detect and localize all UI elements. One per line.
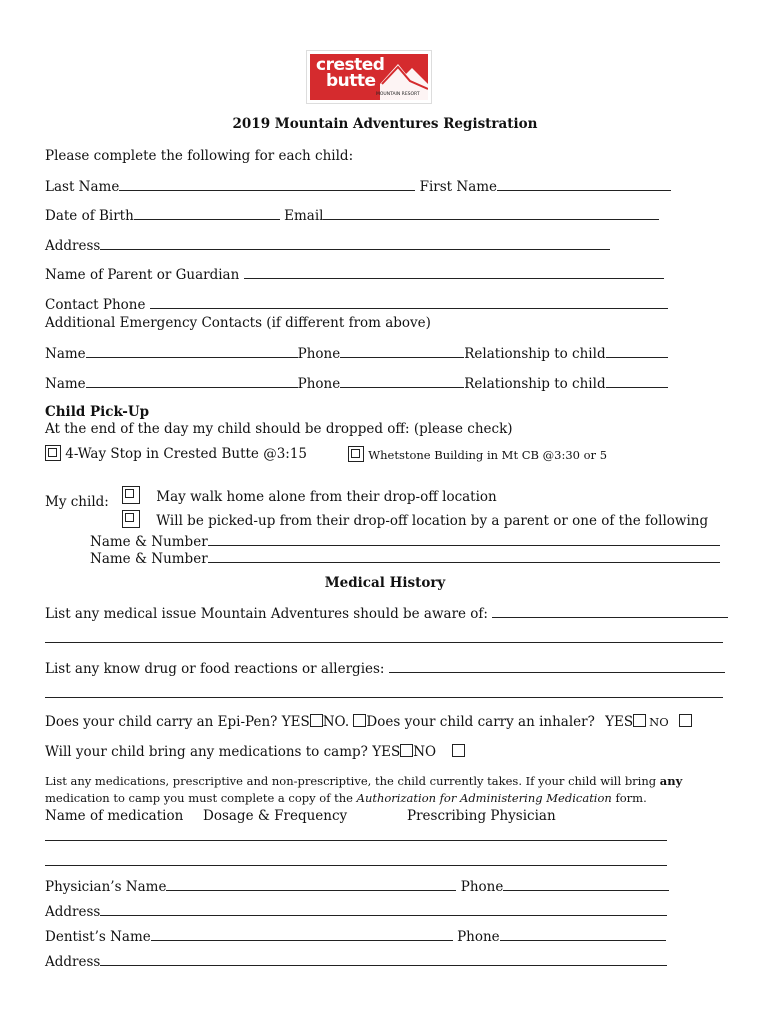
pickup-whetstone-checkbox[interactable] — [348, 446, 364, 462]
list-meds-line-1 — [45, 772, 682, 790]
meds-camp-question: Will your child bring any medications to camp? — [45, 744, 368, 760]
email-field[interactable] — [323, 206, 659, 220]
dentist-label: Dentist’s Name — [45, 929, 151, 945]
inhaler-question: Does your child carry an inhaler? — [366, 714, 595, 730]
medical-issues-label: List any medical issue Mountain Adventures should be aware of: — [45, 606, 488, 622]
picked-up-label: Will be picked-up from their drop-off location by a parent or one of the following — [156, 513, 709, 529]
list-meds-text-2: medication to camp you must complete a copy of the — [45, 791, 357, 805]
any-emphasis: any — [659, 774, 683, 788]
parent-field[interactable] — [244, 265, 664, 279]
address-label: Address — [45, 238, 101, 254]
logo-line-1: crested — [316, 55, 385, 75]
crested-butte-logo — [310, 54, 428, 100]
dentist-address-label: Address — [45, 954, 101, 970]
epipen-yes-checkbox[interactable] — [310, 714, 323, 727]
emergency-phone-label: Phone — [297, 346, 341, 362]
emergency-relationship-label: Relationship to child — [464, 376, 606, 392]
picked-up-checkbox[interactable] — [122, 510, 140, 528]
last-name-label: Last Name — [45, 179, 120, 195]
emergency-name-field[interactable] — [86, 374, 298, 388]
allergies-row — [45, 659, 725, 678]
physician-field[interactable] — [166, 877, 456, 891]
meds-yes-checkbox[interactable] — [400, 744, 413, 757]
dob-field[interactable] — [134, 206, 280, 220]
first-name-label: First Name — [419, 179, 498, 195]
authorization-form-name: Authorization for Administering Medication — [356, 791, 612, 805]
physician-address-label: Address — [45, 904, 101, 920]
last-name-field[interactable] — [119, 177, 415, 191]
physician-phone-field[interactable] — [503, 877, 669, 891]
physician-address-field[interactable] — [100, 902, 667, 916]
medical-issues-row — [45, 604, 728, 623]
name-number-row-2 — [90, 549, 720, 568]
pickup-option-1-label: 4-Way Stop in Crested Butte @3:15 — [65, 446, 308, 462]
medical-issues-field[interactable] — [492, 604, 728, 618]
medical-heading: Medical History — [324, 575, 446, 591]
pickup-option-2-label: Whetstone Building in Mt CB @3:30 or 5 — [368, 448, 608, 462]
emergency-phone-field[interactable] — [340, 374, 464, 388]
list-meds-text-1: List any medications, prescriptive and non-prescriptive, the child currently takes. If your child will bring — [45, 774, 660, 788]
physician-row — [45, 877, 669, 896]
parent-row — [45, 265, 664, 284]
contact-phone-label: Contact Phone — [45, 297, 146, 313]
inhaler-yes-label: YES — [605, 714, 634, 730]
emergency-relationship-field[interactable] — [606, 344, 668, 358]
my-child-label: My child: — [45, 494, 109, 510]
emergency-name-label: Name — [45, 376, 86, 392]
inhaler-no-checkbox[interactable] — [679, 714, 692, 727]
meds-no-label: NO — [413, 744, 437, 760]
pickup-option-2-row — [348, 446, 607, 464]
walk-home-checkbox[interactable] — [122, 486, 140, 504]
address-row — [45, 236, 610, 255]
medical-issues-line-2[interactable] — [45, 641, 723, 643]
dob-row — [45, 206, 659, 225]
walk-home-row — [122, 486, 497, 506]
meds-camp-row — [45, 743, 465, 761]
name-number-field[interactable] — [208, 549, 720, 563]
list-meds-line-2 — [45, 789, 647, 807]
form-suffix: form. — [611, 791, 647, 805]
medication-line-2[interactable] — [45, 864, 667, 866]
picked-up-row — [122, 510, 708, 530]
logo-tagline: MOUNTAIN RESORT — [376, 92, 420, 97]
emergency-name-field[interactable] — [86, 344, 298, 358]
emergency-row-1 — [45, 344, 668, 363]
name-number-field[interactable] — [208, 532, 720, 546]
emergency-name-label: Name — [45, 346, 86, 362]
dentist-phone-label: Phone — [457, 929, 500, 945]
col-medication: Name of medication — [45, 808, 184, 824]
emergency-row-2 — [45, 374, 668, 393]
col-physician: Prescribing Physician — [407, 808, 556, 824]
email-label: Email — [284, 208, 324, 224]
pickup-heading: Child Pick-Up — [45, 404, 150, 420]
medication-columns — [45, 807, 556, 825]
emergency-phone-label: Phone — [297, 376, 341, 392]
parent-label: Name of Parent or Guardian — [45, 267, 240, 283]
epipen-no-label: NO. — [322, 714, 350, 730]
pickup-question: At the end of the day my child should be dropped off: (please check) — [45, 421, 513, 437]
physician-label: Physician’s Name — [45, 879, 167, 895]
form-title: 2019 Mountain Adventures Registration — [232, 116, 538, 132]
epipen-no-checkbox[interactable] — [353, 714, 366, 727]
walk-home-label: May walk home alone from their drop-off location — [156, 489, 497, 505]
contact-phone-field[interactable] — [150, 295, 668, 309]
pickup-option-1-row — [45, 445, 307, 463]
logo — [306, 50, 432, 104]
name-row — [45, 177, 671, 196]
name-number-label: Name & Number — [90, 534, 208, 550]
emergency-phone-field[interactable] — [340, 344, 464, 358]
epipen-question: Does your child carry an Epi-Pen? — [45, 714, 278, 730]
emergency-heading: Additional Emergency Contacts (if different from above) — [45, 315, 431, 331]
dob-label: Date of Birth — [45, 208, 134, 224]
medication-line-1[interactable] — [45, 839, 667, 841]
emergency-relationship-label: Relationship to child — [464, 346, 606, 362]
inhaler-yes-checkbox[interactable] — [633, 714, 646, 727]
meds-no-checkbox[interactable] — [452, 744, 465, 757]
pickup-4way-checkbox[interactable] — [45, 445, 61, 461]
emergency-relationship-field[interactable] — [606, 374, 668, 388]
epipen-inhaler-row — [45, 713, 692, 731]
epipen-yes-label: YES — [281, 714, 310, 730]
physician-address-row — [45, 902, 667, 921]
intro-text: Please complete the following for each child: — [45, 148, 354, 164]
contact-phone-row — [45, 295, 668, 314]
logo-line-2: butte — [326, 71, 376, 91]
meds-yes-label: YES — [372, 744, 401, 760]
col-dosage: Dosage & Frequency — [203, 808, 348, 824]
inhaler-no-label: NO — [649, 715, 669, 729]
allergies-field[interactable] — [389, 659, 725, 673]
allergies-line-2[interactable] — [45, 696, 723, 698]
dentist-address-row — [45, 952, 667, 971]
dentist-address-field[interactable] — [100, 952, 667, 966]
address-field[interactable] — [100, 236, 610, 250]
dentist-phone-field[interactable] — [500, 927, 666, 941]
allergies-label: List any know drug or food reactions or allergies: — [45, 661, 385, 677]
first-name-field[interactable] — [497, 177, 671, 191]
dentist-row — [45, 927, 666, 946]
physician-phone-label: Phone — [460, 879, 504, 895]
name-number-label: Name & Number — [90, 551, 208, 567]
dentist-field[interactable] — [151, 927, 453, 941]
